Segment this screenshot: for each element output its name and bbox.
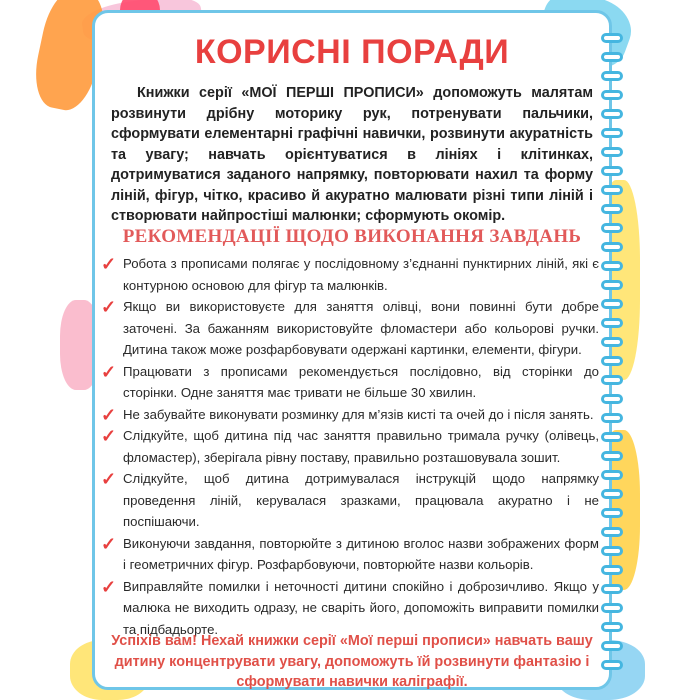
spiral-ring bbox=[601, 489, 623, 499]
checkmark-icon: ✓ bbox=[101, 469, 117, 489]
checkmark-icon: ✓ bbox=[101, 576, 117, 597]
spiral-ring bbox=[601, 299, 623, 309]
page-title: КОРИСНІ ПОРАДИ bbox=[194, 33, 510, 71]
intro-paragraph: Книжки серії «МОЇ ПЕРШІ ПРОПИСИ» допоможуть малятам розвинути дрібну моторику рук, потренувати пальчики, сформувати елементарні графічні навички, розвинути акуратність та увагу; навчать орієнтуватися в лініях і клітинках, дотримуватися заданого напрямку, повторювати нахил та форму ліній, фігур, чітко, красиво й акуратно малювати різні типи ліній і створювати найпростіші малюнки; сформують окомір. bbox=[111, 85, 593, 224]
spiral-ring bbox=[601, 166, 623, 176]
list-item-text: Слідкуйте, щоб дитина дотримувалася інструкцій щодо напрямку проведення ліній, керувалася зразками, працювала акуратно і не поспішаючи. bbox=[123, 471, 599, 529]
spiral-ring bbox=[601, 394, 623, 404]
list-item bbox=[99, 361, 599, 404]
spiral-ring bbox=[601, 280, 623, 290]
checkmark-icon: ✓ bbox=[101, 404, 117, 425]
list-item bbox=[99, 425, 599, 468]
spiral-ring bbox=[601, 337, 623, 347]
spiral-ring bbox=[601, 318, 623, 328]
spiral-ring bbox=[601, 641, 623, 651]
spiral-ring bbox=[601, 660, 623, 670]
spiral-ring bbox=[601, 432, 623, 442]
spiral-ring bbox=[601, 546, 623, 556]
list-item-text: Виконуючи завдання, повторюйте з дитиною вголос назви зображених форм і геометричних фігур. Розфарбовуючи, повторюйте назви кольорів. bbox=[123, 535, 599, 572]
spiral-ring bbox=[601, 109, 623, 119]
checkmark-icon: ✓ bbox=[101, 361, 117, 382]
spiral-ring bbox=[601, 451, 623, 461]
checkmark-icon: ✓ bbox=[101, 533, 117, 554]
list-item-text: Не забувайте виконувати розминку для м’язів кисті та очей до і після занять. bbox=[123, 406, 594, 422]
closing-paragraph: Успіхів вам! Нехай книжки серії «Мої перші прописи» навчать вашу дитину концентрувати увагу, допоможуть їй розвинути фантазію і сформувати навички каліграфії. bbox=[111, 633, 593, 690]
spiral-ring bbox=[601, 261, 623, 271]
recommendations-list bbox=[99, 253, 599, 640]
spiral-binding bbox=[599, 33, 623, 673]
spiral-ring bbox=[601, 128, 623, 138]
spiral-ring bbox=[601, 147, 623, 157]
list-item bbox=[99, 404, 599, 426]
spiral-ring bbox=[601, 204, 623, 214]
notebook-page bbox=[92, 10, 612, 690]
spiral-ring bbox=[601, 565, 623, 575]
spiral-ring bbox=[601, 71, 623, 81]
spiral-ring bbox=[601, 603, 623, 613]
list-item-text: Працювати з прописами рекомендується послідовно, від сторінки до сторінки. Одне заняття має тривати не більше 30 хвилин. bbox=[123, 363, 599, 400]
spiral-ring bbox=[601, 356, 623, 366]
checkmark-icon: ✓ bbox=[101, 254, 117, 274]
spiral-ring bbox=[601, 622, 623, 632]
list-item bbox=[99, 253, 599, 296]
checkmark-icon: ✓ bbox=[101, 297, 117, 317]
list-item bbox=[99, 296, 599, 361]
spiral-ring bbox=[601, 508, 623, 518]
spiral-ring bbox=[601, 527, 623, 537]
spiral-ring bbox=[601, 90, 623, 100]
spiral-ring bbox=[601, 185, 623, 195]
spiral-ring bbox=[601, 413, 623, 423]
list-item bbox=[99, 468, 599, 533]
list-item bbox=[99, 533, 599, 576]
recommendations-heading: РЕКОМЕНДАЦІЇ ЩОДО ВИКОНАННЯ ЗАВДАНЬ bbox=[122, 226, 582, 247]
list-item-text: Слідкуйте, щоб дитина під час заняття правильно тримала ручку (олівець, фломастер), зберігала рівну поставу, правильно розташовувала зошит. bbox=[123, 428, 599, 465]
list-item-text: Виправляйте помилки і неточності дитини спокійно і доброзичливо. Якщо у малюка не виходить одразу, не сваріть його, допоможіть виправити помилки та підбадьорте. bbox=[123, 578, 599, 637]
spiral-ring bbox=[601, 470, 623, 480]
list-item-text: Робота з прописами полягає у послідовному з’єднанні пунктирних ліній, які є контурною основою для фігур та малюнків. bbox=[123, 256, 599, 293]
spiral-ring bbox=[601, 584, 623, 594]
spiral-ring bbox=[601, 375, 623, 385]
checkmark-icon: ✓ bbox=[101, 426, 117, 446]
list-item-text: Якщо ви використовуєте для заняття олівці, вони повинні бути добре заточені. За бажанням використовуйте фломастери або кольорові ручки. Дитина також може розфарбовувати одержані картинки, елементи, фігури. bbox=[123, 299, 599, 357]
